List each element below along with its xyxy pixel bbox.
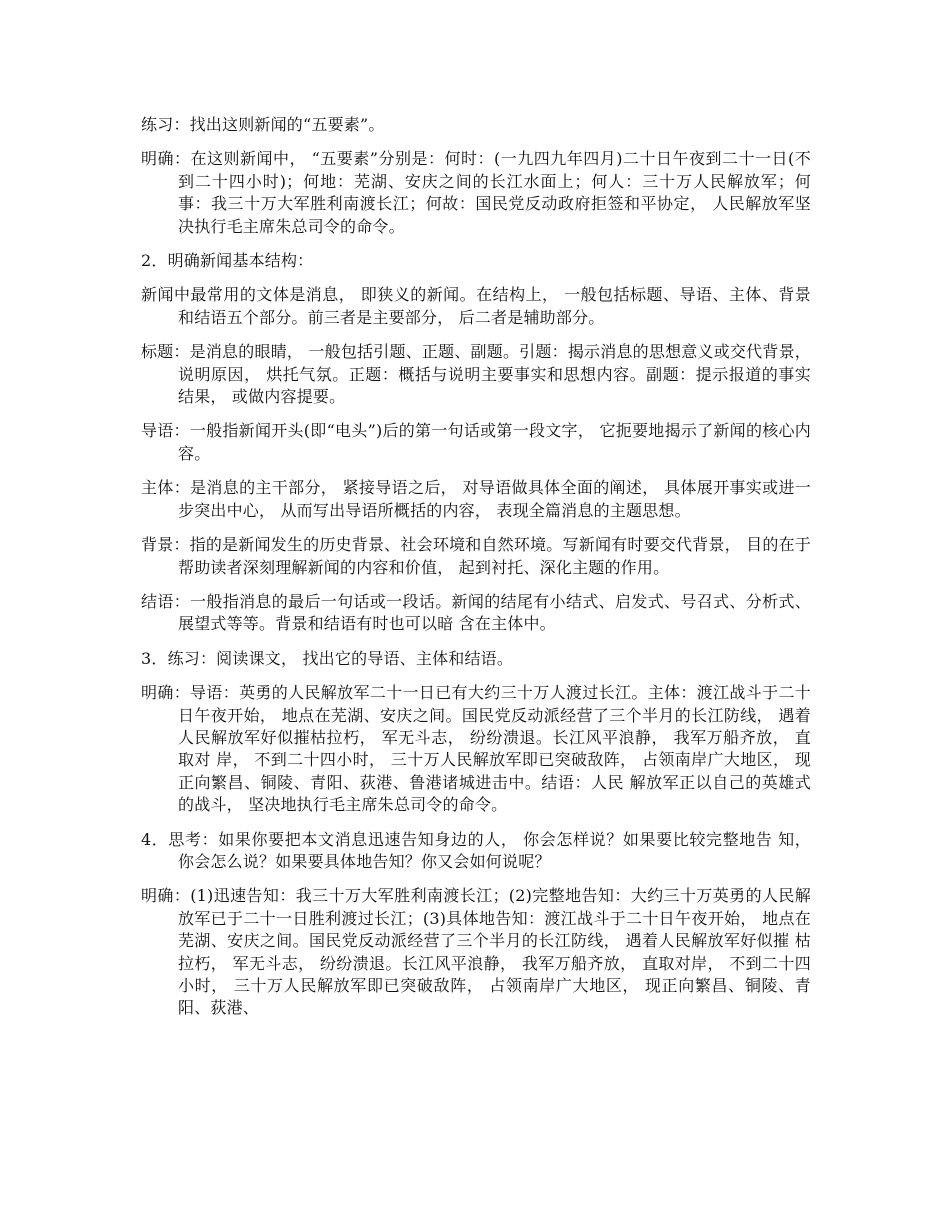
paragraph-conclusion: 结语：一般指消息的最后一句话或一段话。新闻的结尾有小结式、启发式、号召式、分析式、展望式等等。背景和结语有时也可以暗 含在主体中。 [141,591,811,634]
exercise-prompt: 练习：找出这则新闻的“五要素”。 [141,115,385,134]
section-heading-structure: 2．明确新闻基本结构： [141,251,314,271]
document-body [141,114,811,1032]
exercise-3-prompt: 3．练习：阅读课文， 找出它的导语、主体和结语。 [141,648,514,668]
paragraph-headline: 标题：是消息的眼睛， 一般包括引题、正题、副题。引题：揭示消息的思想意义或交代背景， 说明原因， 烘托气氛。正题：概括与说明主要事实和思想内容。副题：提示报道的事实结果， 或做内容提要。 [141,342,811,407]
answer-exercise-3: 明确：导语：英勇的人民解放军二十一日已有大约三十万人渡过长江。主体：渡江战斗于二十日午夜开始， 地点在芜湖、安庆之间。国民党反动派经营了三个半月的长江防线， 遇着人民解放军好似摧枯拉朽， 军无斗志， 纷纷溃退。长江风平浪静， 我军万船齐放， 直取对 岸， 不到二十四小时， 三十万人民解放军即已突破敌阵， 占领南岸广大地区， 现正向繁昌、铜陵、青阳、荻港、鲁港诸城进击中。结语：人民 解放军正以自己的英雄式的战斗， 坚决地执行毛主席朱总司令的命令。 [141,683,811,815]
thinking-prompt: 4．思考：如果你要把本文消息迅速告知身边的人， 你会怎样说？如果要比较完整地告 知， 你会怎么说？如果要具体地告知？你又会如何说呢？ [141,829,811,871]
paragraph-lead: 导语：一般指新闻开头(即“电头”)后的第一句话或第一段文字， 它扼要地揭示了新闻的核心内容。 [141,421,811,463]
paragraph-news-structure: 新闻中最常用的文体是消息， 即狭义的新闻。在结构上， 一般包括标题、导语、主体、背景和结语五个部分。前三者是主要部分， 后二者是辅助部分。 [141,285,811,327]
answer-five-elements: 明确：在这则新闻中， “五要素”分别是：何时：(一九四九年四月)二十日午夜到二十一日(不到二十四小时)；何地：芜湖、安庆之间的长江水面上；何人：三十万人民解放军；何事：我三十万大军胜利南渡长江；何故：国民党反动政府拒签和平协定， 人民解放军坚决执行毛主席朱总司令的命令。 [141,149,811,236]
answer-thinking: 明确：(1)迅速告知：我三十万大军胜利南渡长江；(2)完整地告知：大约三十万英勇的人民解放军已于二十一日胜利渡过长江；(3)具体地告知：渡江战斗于二十日午夜开始， 地点在芜湖、安庆之间。国民党反动派经营了三个半月的长江防线， 遇着人民解放军好似摧 枯拉朽， 军无斗志， 纷纷溃退。长江风平浪静， 我军万船齐放， 直取对岸， 不到二十四小时， 三十万人民解放军即已突破敌阵， 占领南岸广大地区， 现正向繁昌、铜陵、青阳、荻港、 [141,886,811,1018]
paragraph-body: 主体：是消息的主干部分， 紧接导语之后， 对导语做具体全面的阐述， 具体展开事实或进一步突出中心， 从而写出导语所概括的内容， 表现全篇消息的主题思想。 [141,478,811,520]
paragraph-background: 背景：指的是新闻发生的历史背景、社会环境和自然环境。写新闻有时要交代背景， 目的在于帮助读者深刻理解新闻的内容和价值， 起到衬托、深化主题的作用。 [141,535,811,577]
